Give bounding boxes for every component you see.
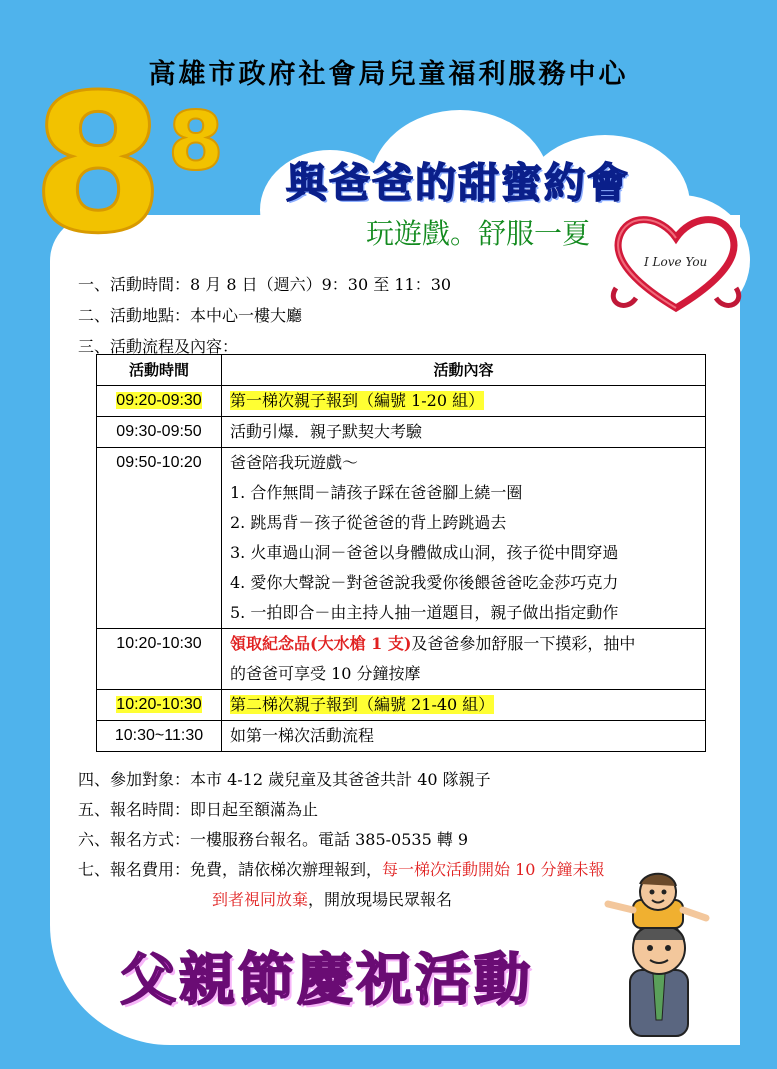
time-text: 10:20-10:30 <box>116 696 202 713</box>
schedule-table <box>96 354 706 752</box>
content-text: 爸爸陪我玩遊戲～ <box>230 453 359 472</box>
list-item: 1. 合作無間－請孩子踩在爸爸腳上繞一圈 <box>230 483 523 502</box>
info-time: 一、活動時間：8 月 8 日（週六）9：30 至 11：30 <box>78 275 452 294</box>
table-row <box>97 417 706 448</box>
time-cell: 10:30~11:30 <box>97 721 222 752</box>
content-text: 的爸爸可享受 10 分鐘按摩 <box>230 664 421 683</box>
info-fee <box>78 857 605 880</box>
content-cell: 活動引爆．親子默契大考驗 <box>222 417 706 448</box>
table-row <box>97 690 706 721</box>
list-item: 2. 跳馬背－孩子從爸爸的背上跨跳過去 <box>230 513 507 532</box>
date-mark-small: 8 <box>168 95 224 188</box>
table-row <box>97 629 706 690</box>
list-item: 5. 一拍即合－由主持人抽一道題目，親子做出指定動作 <box>230 603 619 622</box>
list-item: 4. 愛你大聲說－對爸爸說我愛你後餵爸爸吃金莎巧克力 <box>230 573 619 592</box>
festival-title: 父親節慶祝活動 <box>120 948 533 1013</box>
time-cell: 09:50-10:20 <box>97 448 222 629</box>
organization-title: 高雄市政府社會局兒童福利服務中心 <box>148 59 629 90</box>
content-cell <box>222 386 706 417</box>
main-title: 與爸爸的甜蜜約會 <box>286 159 630 207</box>
content-text: 及爸爸參加舒服一下摸彩，抽中 <box>411 634 636 653</box>
time-cell <box>97 386 222 417</box>
content-cell <box>222 448 706 629</box>
list-item: 3. 火車過山洞－爸爸以身體做成山洞，孩子從中間穿過 <box>230 543 619 562</box>
heart-text: I Love You <box>644 255 708 269</box>
time-cell: 09:30-09:50 <box>97 417 222 448</box>
fee-warning-2: 到者視同放棄 <box>212 890 309 909</box>
time-cell: 10:20-10:30 <box>97 629 222 690</box>
info-registration-method: 六、報名方式：一樓服務台報名。電話 385-0535 轉 9 <box>78 830 469 849</box>
info-fee-line2 <box>212 887 452 910</box>
header-time: 活動時間 <box>97 355 222 386</box>
time-cell <box>97 690 222 721</box>
fee-rest: ，開放現場民眾報名 <box>308 890 453 909</box>
fee-label: 七、報名費用：免費，請依梯次辦理報到， <box>78 860 383 879</box>
table-row <box>97 448 706 629</box>
subtitle: 玩遊戲。舒服一夏 <box>366 217 591 250</box>
content-cell: 如第一梯次活動流程 <box>222 721 706 752</box>
heart-ribbon-icon <box>606 208 746 318</box>
content-cell <box>222 690 706 721</box>
info-registration-time: 五、報名時間：即日起至額滿為止 <box>78 800 319 819</box>
table-row <box>97 721 706 752</box>
souvenir-text: 領取紀念品(大水槍 1 支) <box>230 634 412 653</box>
table-header-row <box>97 355 706 386</box>
info-location: 二、活動地點：本中心一樓大廳 <box>78 306 303 325</box>
content-cell <box>222 629 706 690</box>
fee-warning: 每一梯次活動開始 10 分鐘未報 <box>382 860 605 879</box>
info-participants: 四、參加對象：本市 4-12 歲兒童及其爸爸共計 40 隊親子 <box>78 770 491 789</box>
father-child-illustration <box>598 870 718 1040</box>
content-text: 第一梯次親子報到（編號 1-20 組） <box>230 391 485 410</box>
info-schedule-label: 三、活動流程及內容： <box>78 337 239 356</box>
header-content: 活動內容 <box>222 355 706 386</box>
date-mark-big: 8 <box>32 54 165 275</box>
table-row <box>97 386 706 417</box>
time-text: 09:20-09:30 <box>116 392 202 409</box>
content-text: 第二梯次親子報到（編號 21-40 組） <box>230 695 495 714</box>
